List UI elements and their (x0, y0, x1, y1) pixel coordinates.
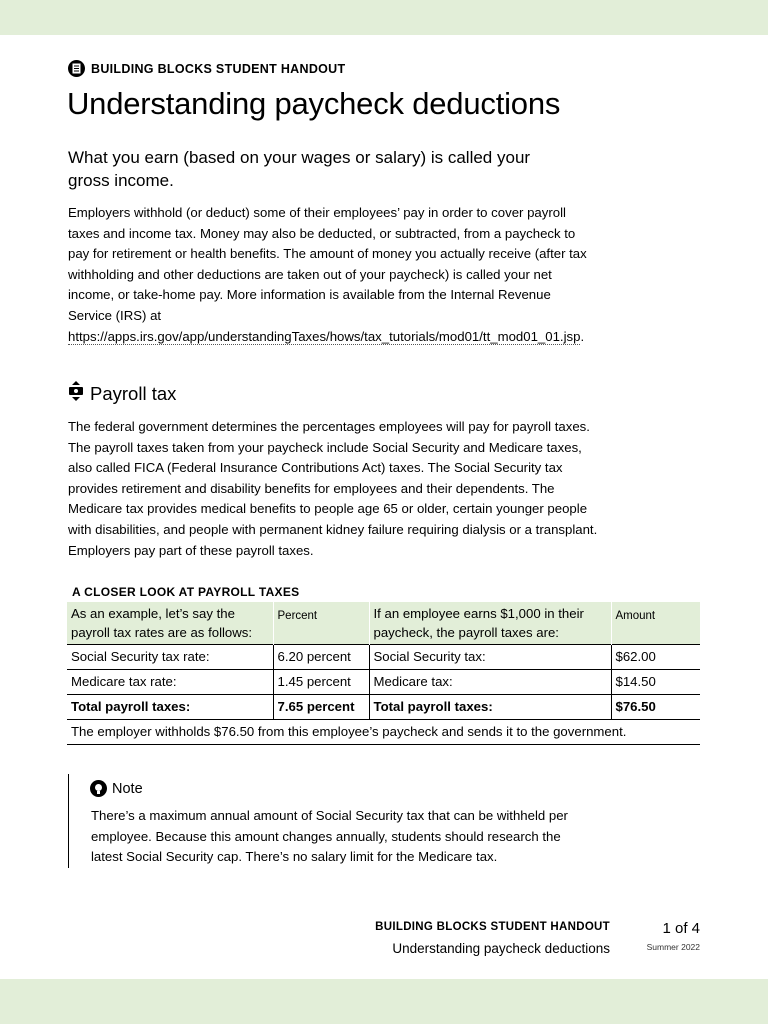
footer-date: Summer 2022 (646, 942, 700, 952)
footer-kicker: BUILDING BLOCKS STUDENT HANDOUT (375, 921, 610, 933)
top-color-band (0, 0, 768, 35)
payroll-section-heading (68, 381, 176, 406)
table-cell: Total payroll taxes: (369, 695, 611, 720)
table-header-cell: If an employee earns $1,000 in their paycheck, the payroll taxes are: (369, 602, 611, 645)
table-total-row (67, 695, 700, 720)
section-title: Payroll tax (90, 382, 177, 404)
note-box (68, 774, 589, 868)
table-header-cell: As an example, let’s say the payroll tax rates are as follows: (67, 602, 273, 645)
table-cell: Total payroll taxes: (67, 695, 273, 720)
page-title: Understanding paycheck deductions (67, 86, 561, 121)
table-header-row (67, 602, 700, 645)
table-cell: Medicare tax rate: (67, 670, 273, 695)
header-kicker (68, 60, 345, 77)
table-row (67, 645, 700, 670)
note-heading (90, 780, 143, 797)
lead-paragraph: What you earn (based on your wages or salary) is called your gross income. (68, 148, 531, 190)
table-cell: $14.50 (611, 670, 700, 695)
payroll-paragraph: The federal government determines the percentages employees will pay for payroll taxes. The payroll taxes taken from your paycheck include Social Security and Medicare taxes, also called FICA (Federal Insurance Contributions Act) taxes. The Social Security tax provides retirement and disability benefits for employees and their dependents. The Medicare tax provides medical benefits to people age 65 or older, certain younger people with disabilities, and people with permanent kidney failure requiring dialysis or a transplant. Employers pay part of these payroll taxes. (68, 419, 598, 558)
bottom-color-band (0, 979, 768, 1024)
table-cell: Social Security tax rate: (67, 645, 273, 670)
money-arrows-icon (68, 381, 84, 406)
table-title: A CLOSER LOOK AT PAYROLL TAXES (72, 585, 300, 599)
table-header-cell: Amount (611, 602, 700, 645)
table-header-cell: Percent (273, 602, 369, 645)
table-row (67, 670, 700, 695)
note-text: There’s a maximum annual amount of Social Security tax that can be withheld per employee. Because this amount changes annually, students should research the latest Social Security cap. There’s no salary limit for the Medicare tax. (91, 808, 568, 865)
footer-subtitle: Understanding paycheck deductions (392, 941, 610, 956)
handout-label: BUILDING BLOCKS STUDENT HANDOUT (91, 61, 346, 76)
lightbulb-icon (90, 780, 107, 797)
table-cell: $76.50 (611, 695, 700, 720)
table-cell: $62.00 (611, 645, 700, 670)
table-cell: 6.20 percent (273, 645, 369, 670)
intro-end: . (580, 328, 585, 344)
table-footer-cell: The employer withholds $76.50 from this employee’s paycheck and sends it to the government. (67, 720, 700, 745)
document-icon (68, 60, 85, 77)
page-number: 1 of 4 (662, 920, 700, 937)
intro-text: Employers withhold (or deduct) some of their employees’ pay in order to cover payroll taxes and income tax. Money may also be deducted, or subtracted, from a paycheck to pay for retirement or health benefits. The amount of money you actually receive (after tax withholding and other deductions are taken out of your paycheck) is called your net income, or take-home pay. More information is available from the Internal Revenue Service (IRS) at (68, 205, 587, 323)
table-cell: 1.45 percent (273, 670, 369, 695)
table-footer-row (67, 720, 700, 745)
table-cell: 7.65 percent (273, 695, 369, 720)
intro-paragraph (68, 203, 588, 347)
note-title: Note (112, 780, 143, 797)
payroll-table (67, 602, 700, 745)
table-cell: Medicare tax: (369, 670, 611, 695)
irs-link[interactable]: https://apps.irs.gov/app/understandingTaxes/hows/tax_tutorials/mod01/tt_mod01_01.jsp (68, 328, 581, 344)
table-cell: Social Security tax: (369, 645, 611, 670)
